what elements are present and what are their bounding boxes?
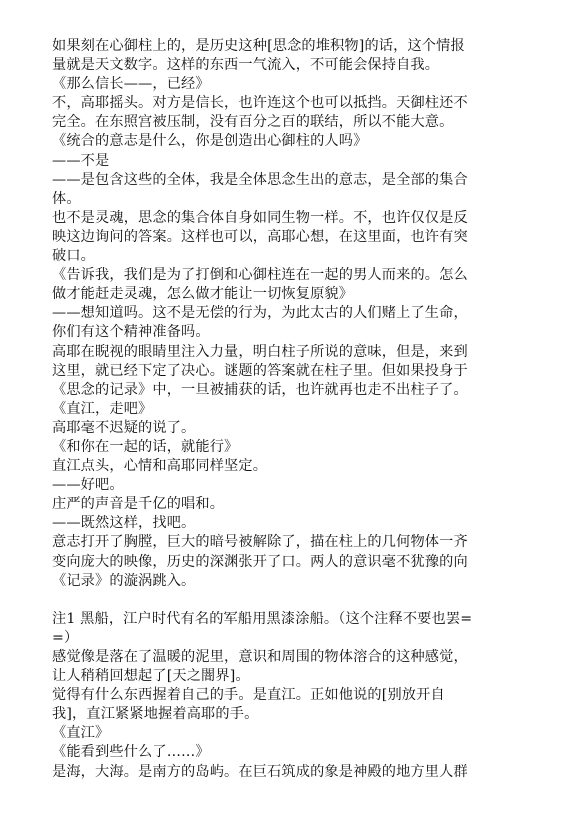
text-line: 《直江》 [52,725,110,742]
text-line: 这里，就已经下定了决心。谜题的答案就在柱子里。但如果投身于 [52,362,468,379]
text-line: 让人稍稍回想起了[天之闇界]。 [52,668,250,685]
text-line: 高耶毫不迟疑的说了。 [52,419,196,436]
text-line: 直江点头，心情和高耶同样坚定。 [52,458,268,475]
text-line: ——好吧。 [52,477,124,494]
text-line: 体。 [52,190,81,207]
document-page [52,37,562,782]
text-line: 如果刻在心御柱上的，是历史这种[思念的堆积物]的话，这个情报 [52,38,465,54]
text-line: ——不是 [52,152,110,169]
text-line: ——想知道吗。这不是无偿的行为，为此太古的人们赌上了生命， [52,305,468,322]
text-line: 变向庞大的映像，历史的深渊张开了口。两人的意识毫不犹豫的向 [52,553,468,570]
text-line: 《统合的意志是什么，你是创造出心御柱的人吗》 [52,133,368,150]
text-line: 破口。 [52,248,96,265]
text-line: 《和你在一起的话，就能行》 [52,438,239,455]
text-line: 意志打开了胸膛，巨大的暗号被解除了，描在柱上的几何物体一齐 [52,534,468,551]
footnote-line: 注1 黑船，江户时代有名的军船用黑漆涂船。（这个注释不要也罢= [52,610,473,627]
text-line: 《直江，走吧》 [52,400,153,417]
text-line: 《能看到些什么了……》 [52,744,210,761]
text-line: ——是包含这些的全体，我是全体思念生出的意志，是全部的集合 [52,171,468,188]
text-line: 完全。在东照宫被压制，没有百分之百的联结，所以不能大意。 [52,114,454,131]
text-line: 庄严的声音是千亿的唱和。 [52,496,225,513]
blank-line [52,591,562,610]
text-line: 觉得有什么东西握着自己的手。是直江。正如他说的[别放开自 [52,687,445,704]
text-line: 做才能赶走灵魂，怎么做才能让一切恢复原貌》 [52,286,354,303]
text-line: 我]，直江紧紧地握着高耶的手。 [52,706,259,723]
text-line: 量就是天文数字。这样的东西一气流入，不可能会保持自我。 [52,57,440,74]
text-line: 感觉像是落在了温暖的泥里，意识和周围的物体溶合的这种感觉， [52,649,468,665]
text-line: 是海，大海。是南方的岛屿。在巨石筑成的象是神殿的地方里人群 [52,763,468,780]
text-line: 也不是灵魂，思念的集合体自身如同生物一样。不，也许仅仅是反 [52,209,468,226]
footnote-line: =） [52,629,79,646]
text-line: 你们有这个精神准备吗。 [52,324,210,341]
text-line: 《告诉我，我们是为了打倒和心御柱连在一起的男人而来的。怎么 [52,267,468,284]
text-line: 映这边询问的答案。这样也可以，高耶心想，在这里面，也许有突 [52,228,468,245]
text-line: 不，高耶摇头。对方是信长，也许连这个也可以抵挡。天御柱还不 [52,95,468,112]
text-line: ——既然这样，找吧。 [52,515,196,532]
text-line: 《记录》的漩涡跳入。 [52,572,196,589]
text-line: 《那么信长——，已经》 [52,76,210,93]
text-line: 高耶在睨视的眼睛里注入力量，明白柱子所说的意味，但是，来到 [52,343,468,360]
text-line: 《思念的记录》中，一旦被捕获的话，也许就再也走不出柱子了。 [52,381,468,398]
